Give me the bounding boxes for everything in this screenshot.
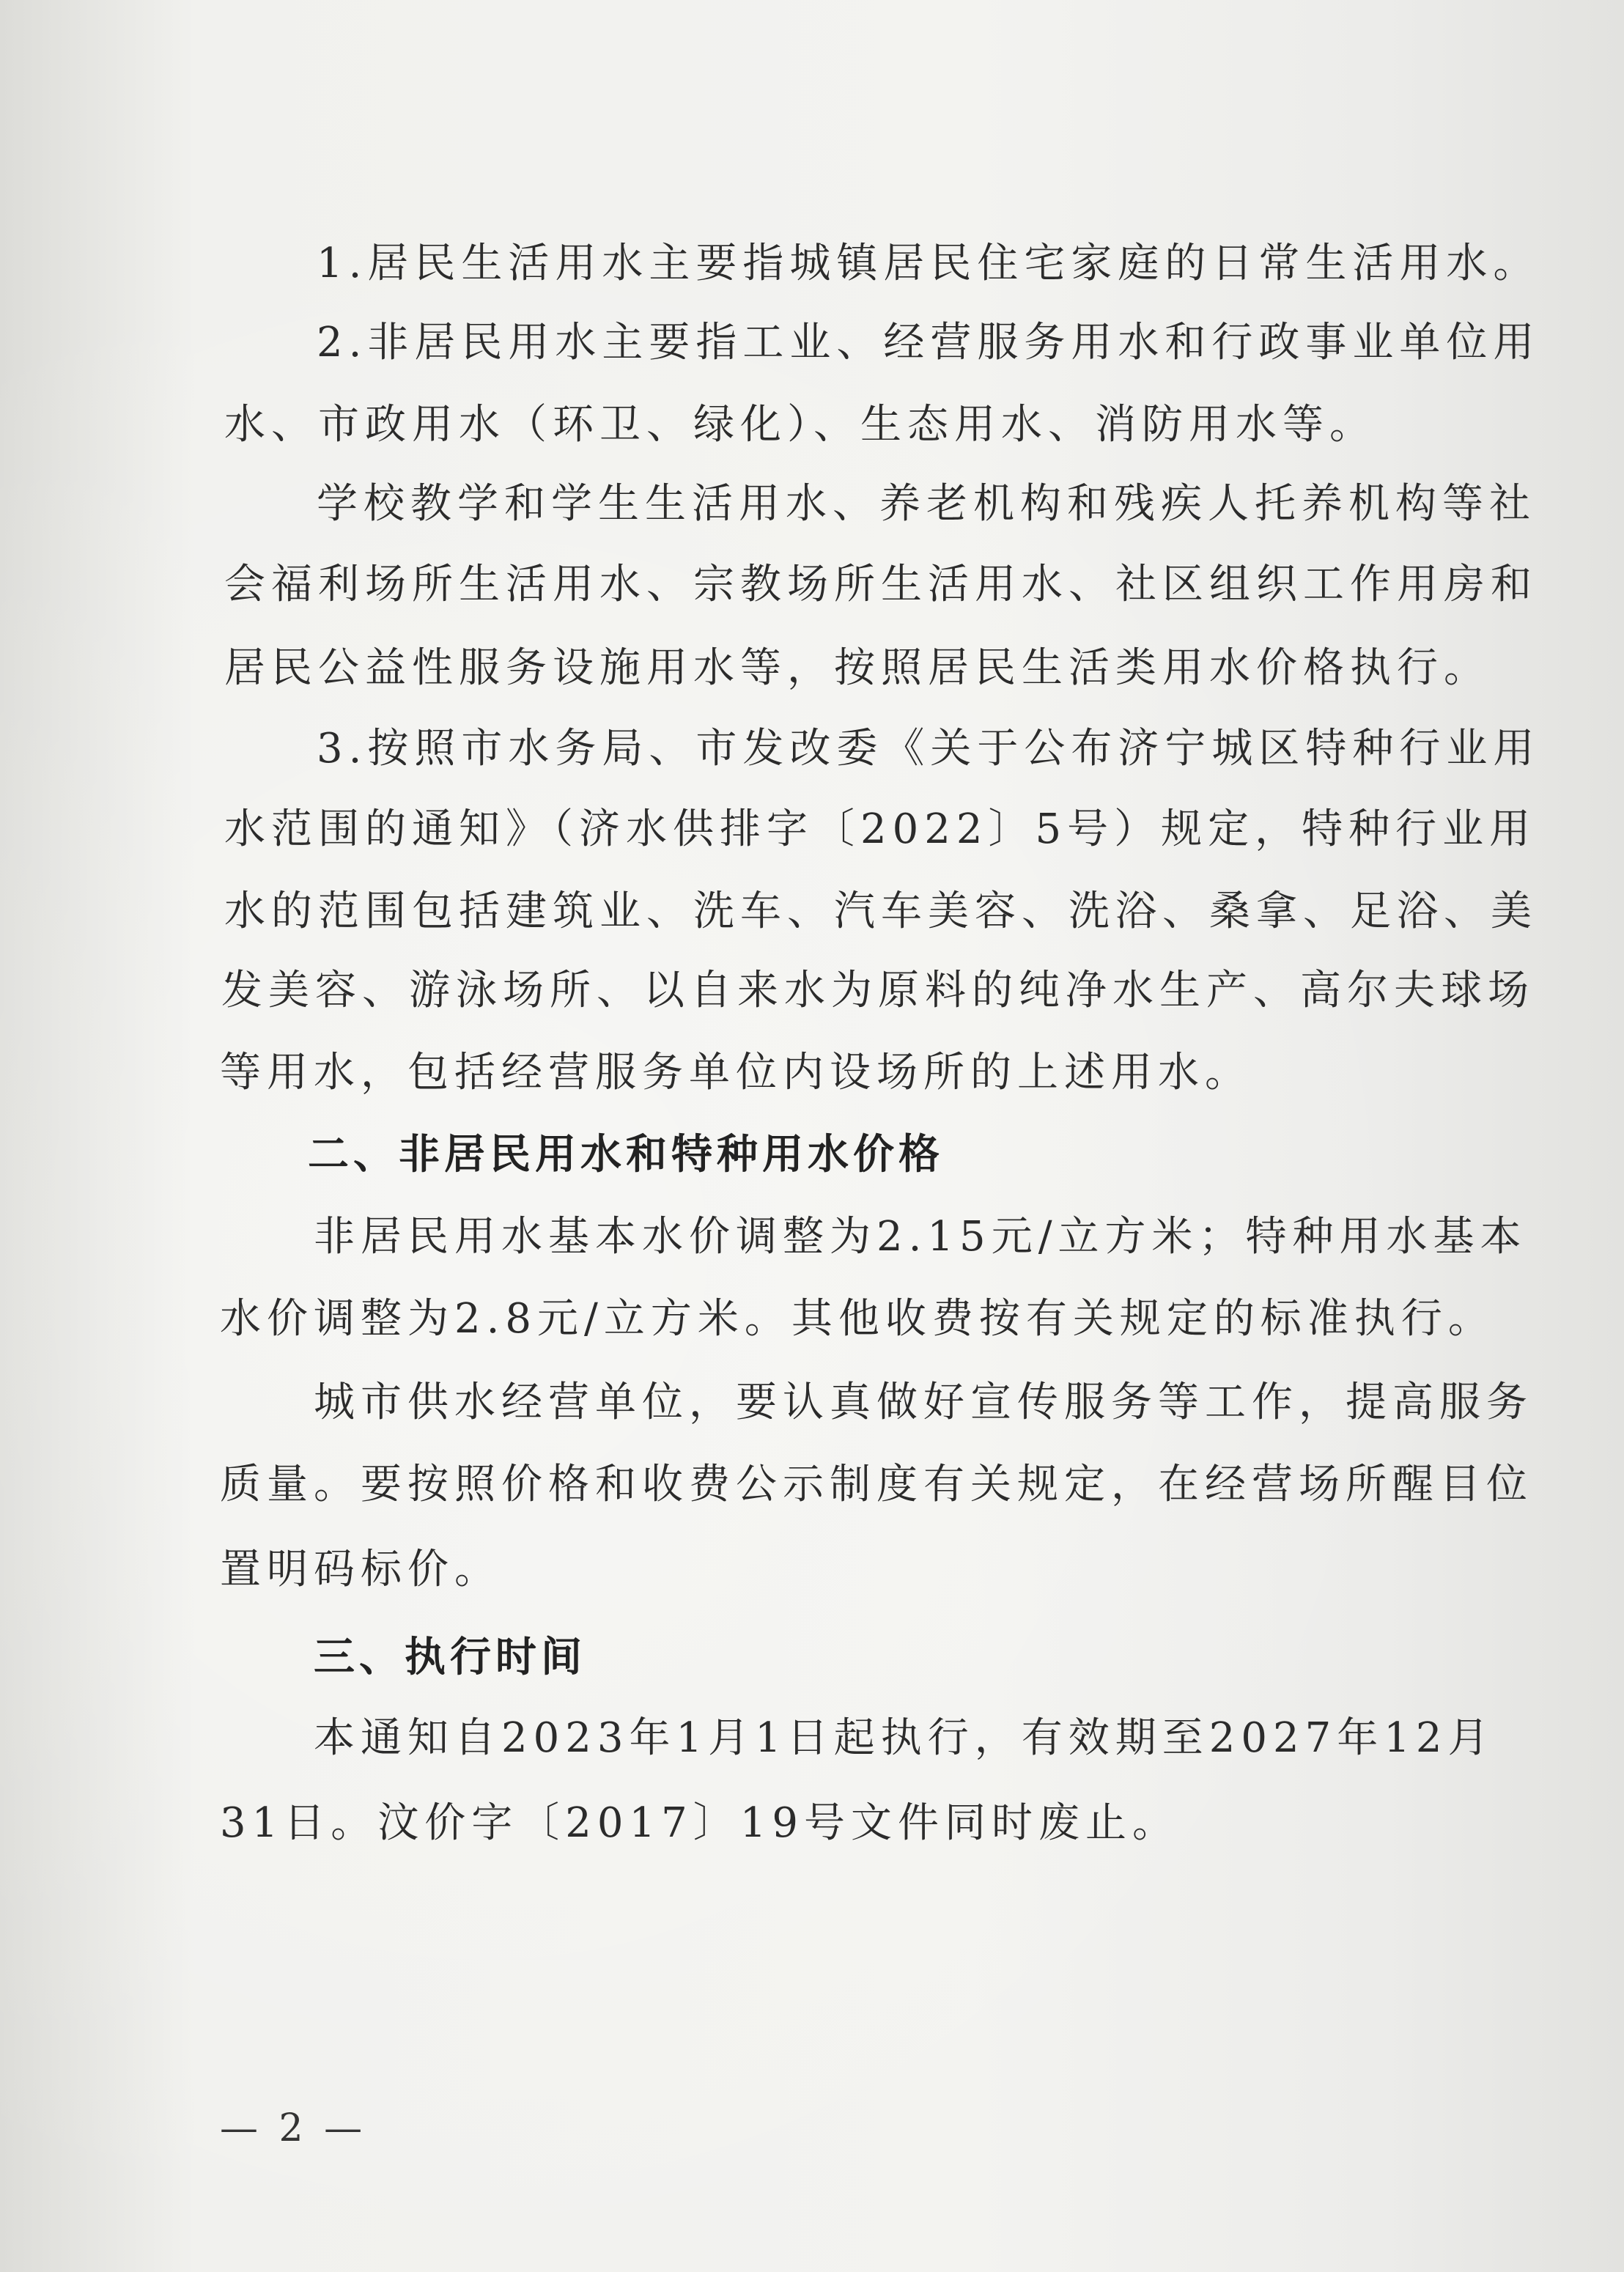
body-paragraph-line: 水价调整为2.8元/立方米。其他收费按有关规定的标准执行。 bbox=[220, 1295, 1495, 1343]
body-paragraph-line: 31日。汶价字〔2017〕19号文件同时废止。 bbox=[220, 1799, 1180, 1847]
body-paragraph-line: 1.居民生活用水主要指城镇居民住宅家庭的日常生活用水。 bbox=[317, 240, 1540, 287]
body-paragraph-line: 水范围的通知》（济水供排字〔2022〕5号）规定，特种行业用 bbox=[224, 805, 1537, 853]
section-heading-2: 二、非居民用水和特种用水价格 bbox=[308, 1131, 944, 1179]
body-paragraph-line: 2.非居民用水主要指工业、经营服务用水和行政事业单位用 bbox=[317, 319, 1540, 366]
body-paragraph-line: 非居民用水基本水价调整为2.15元/立方米；特种用水基本 bbox=[314, 1213, 1527, 1261]
body-paragraph-line: 置明码标价。 bbox=[220, 1546, 501, 1593]
body-paragraph-line: 学校教学和学生生活用水、养老机构和残疾人托养机构等社 bbox=[317, 480, 1536, 528]
body-paragraph-line: 城市供水经营单位，要认真做好宣传服务等工作，提高服务 bbox=[314, 1379, 1533, 1426]
body-paragraph-line: 质量。要按照价格和收费公示制度有关规定，在经营场所醒目位 bbox=[220, 1461, 1533, 1508]
body-paragraph-line: 水、市政用水（环卫、绿化）、生态用水、消防用水等。 bbox=[224, 401, 1376, 449]
body-paragraph-line: 本通知自2023年1月1日起执行，有效期至2027年12月 bbox=[314, 1714, 1495, 1762]
page-number: — 2 — bbox=[220, 2106, 367, 2150]
body-paragraph-line: 发美容、游泳场所、以自来水为原料的纯净水生产、高尔夫球场 bbox=[221, 967, 1535, 1014]
body-paragraph-line: 水的范围包括建筑业、洗车、汽车美容、洗浴、桑拿、足浴、美 bbox=[224, 888, 1538, 935]
section-heading-3: 三、执行时间 bbox=[314, 1634, 586, 1681]
body-paragraph-line: 会福利场所生活用水、宗教场所生活用水、社区组织工作用房和 bbox=[224, 561, 1538, 608]
body-paragraph-line: 3.按照市水务局、市发改委《关于公布济宁城区特种行业用 bbox=[317, 725, 1540, 772]
body-paragraph-line: 居民公益性服务设施用水等，按照居民生活类用水价格执行。 bbox=[224, 644, 1491, 692]
body-paragraph-line: 等用水，包括经营服务单位内设场所的上述用水。 bbox=[220, 1049, 1252, 1096]
